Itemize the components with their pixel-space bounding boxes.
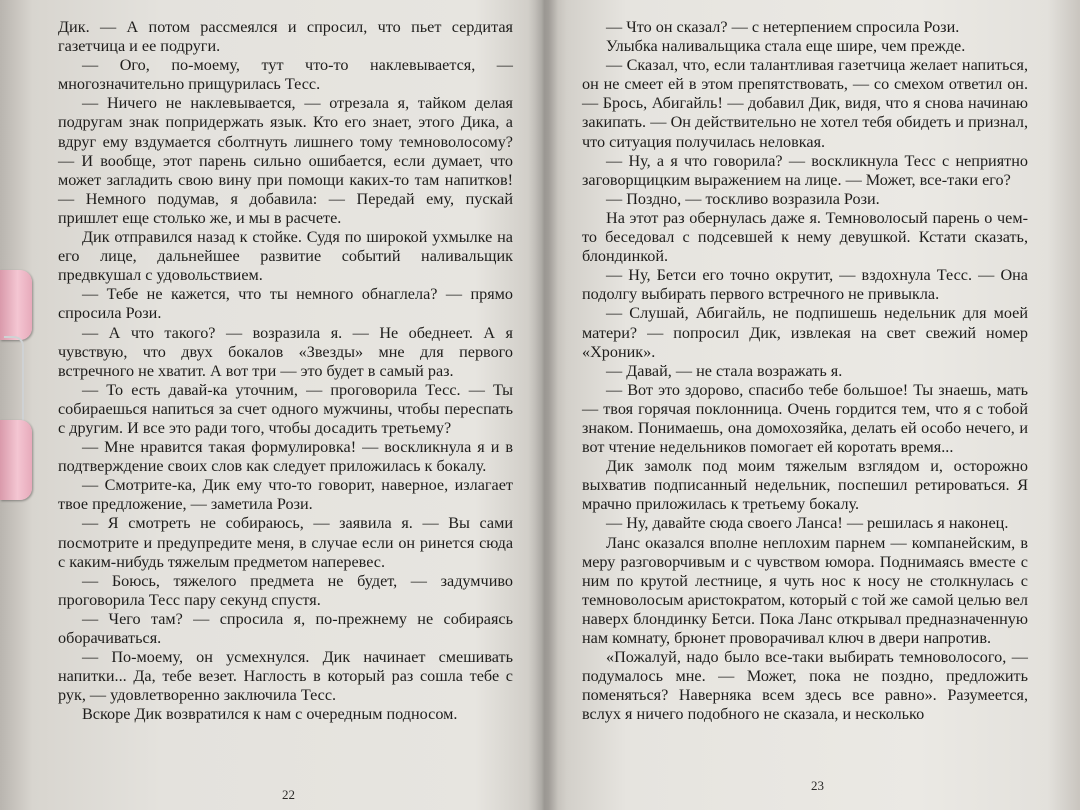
paragraph: — Что он сказал? — с нетерпением спросила Рози. [606,18,960,36]
paragraph: — Давай, — не стала возражать я. [606,361,843,380]
book-gutter [528,0,558,810]
paragraph: — Тебе не кажется, что ты немного обнаглела? — прямо спросила Рози. [58,285,513,323]
paragraph: — А что такого? — возразила я. — Не обеднеет. А я чувствую, что двух бокалов «Звезды» мне для первого встречного не хватит. А вот три — это будет в самый раз. [58,323,513,380]
paragraph: Ланс оказался вполне неплохим парнем — компанейским, в меру разговорчивым и с чувством юмора. Поднимаясь вместе с ним по крутой лестнице, я чуть нос к носу не столкнулась с темноволосым аристократом, который с той же самой целью вел наверх блондинку Бетси. Пока Ланс открывал предназначенную нам комнату, брюнет проворачивал ключ в двери напротив. [582,533,1028,647]
paragraph: — Я смотреть не собираюсь, — заявила я. — Вы сами посмотрите и предупредите меня, в случае если он ринется сюда с каким-нибудь тяжелым предметом наперевес. [58,514,513,571]
paragraph: — Вот это здорово, спасибо тебе большое! Ты знаешь, мать — твоя горячая поклонница. Очень гордится тем, что я с тобой знаком. Понимаешь, она домохозяйка, делать ей особо нечего, и вот чтение недельников помогает ей коротать время... [582,380,1028,457]
paragraph: — По-моему, он усмехнулся. Дик начинает смешивать напитки... Да, тебе везет. Наглость в который раз сошла тебе с рук, — удовлетворенно заключила Тесс. [58,648,513,705]
paragraph: Дик замолк под моим тяжелым взглядом и, осторожно выхватив подписанный недельник, поспешил ретироваться. Я мрачно приложилась к третьему бокалу. [582,457,1028,514]
paragraph: — Слушай, Абигайль, не подпишешь недельник для моей матери? — попросил Дик, извлекая на свет свежий номер «Хроник». [582,304,1028,361]
paragraph: — То есть давай-ка уточним, — проговорила Тесс. — Ты собираешься напиться за счет одного мужчины, чтобы переспать с другим. И все это ради того, чтобы досадить третьему? [58,380,513,437]
paragraph: — Чего там? — спросила я, по-прежнему не собираясь оборачиваться. [58,609,513,647]
pink-binder-clip [0,270,34,500]
paragraph: — Ну, Бетси его точно окрутит, — вздохнула Тесс. — Она подолгу выбирать первого встречного не привыкла. [582,266,1028,304]
paragraph: Улыбка наливальщика стала еще шире, чем прежде. [606,37,966,56]
paragraph: — Ничего не наклевывается, — отрезала я, тайком делая подругам знак попридержать язык. Кто его знает, этого Дика, а вдруг ему вздумается сболтнуть лишнего тому темноволосому? — И вообще, этот парень сильно ошибается, если думает, что может загладить свою вину при помощи каких-то там напитков! — Немного подумав, я добавила: — Передай ему, пускай пришлет еще столько же, и мы в расчете. [58,94,513,227]
paragraph: Дик. — А потом рассмеялся и спросил, что пьет сердитая газетчица и ее подруги. [58,18,513,56]
paragraph: — Мне нравится такая формулировка! — воскликнула я и в подтверждение своих слов как следует приложилась к бокалу. [58,438,513,476]
paragraph: — Поздно, — тоскливо возразила Рози. [606,189,880,208]
right-page-text [582,18,1028,724]
paragraph: — Сказал, что, если талантливая газетчица желает напиться, он не смеет ей в этом препятствовать, — со смехом ответил он. — Брось, Абигайль! — добавил Дик, видя, что я снова начинаю закипать. — Он действительно не хотел тебя обидеть и признал, что ситуация получилась неловкая. [582,56,1028,151]
paragraph: — Ну, давайте сюда своего Ланса! — решилась я наконец. [606,514,1009,533]
paragraph: — Смотрите-ка, Дик ему что-то говорит, наверное, излагает твое предложение, — заметила Рози. [58,476,513,514]
paragraph: На этот раз обернулась даже я. Темноволосый парень о чем-то беседовал с подсевшей к нему девушкой. Кстати сказать, блондинкой. [582,208,1028,266]
paragraph: — Ого, по-моему, тут что-то наклевывается, — многозначительно прищурилась Тесс. [58,56,513,94]
page-number-left: 22 [282,787,295,802]
paragraph: — Ну, а я что говорила? — воскликнула Тесс с неприятно заговорщицким выражением на лице. — Может, все-таки его? [582,151,1028,189]
page-number-right: 23 [811,778,824,793]
paragraph: «Пожалуй, надо было все-таки выбирать темноволосого, — подумалось мне. — Может, пока не поздно, предложить поменяться? Наверняка всем здесь все равно». Разумеется, вслух я ничего подобного не сказала, и несколько [582,648,1028,724]
left-page-text [58,18,513,724]
paragraph: — Боюсь, тяжелого предмета не будет, — задумчиво проговорила Тесс пару секунд спустя. [58,571,513,609]
paragraph: Вскоре Дик возвратился к нам с очередным подносом. [82,705,458,724]
paragraph: Дик отправился назад к стойке. Судя по широкой ухмылке на его лице, дальнейшее развитие событий наливальщик предвкушал с удовольствием. [58,228,513,285]
